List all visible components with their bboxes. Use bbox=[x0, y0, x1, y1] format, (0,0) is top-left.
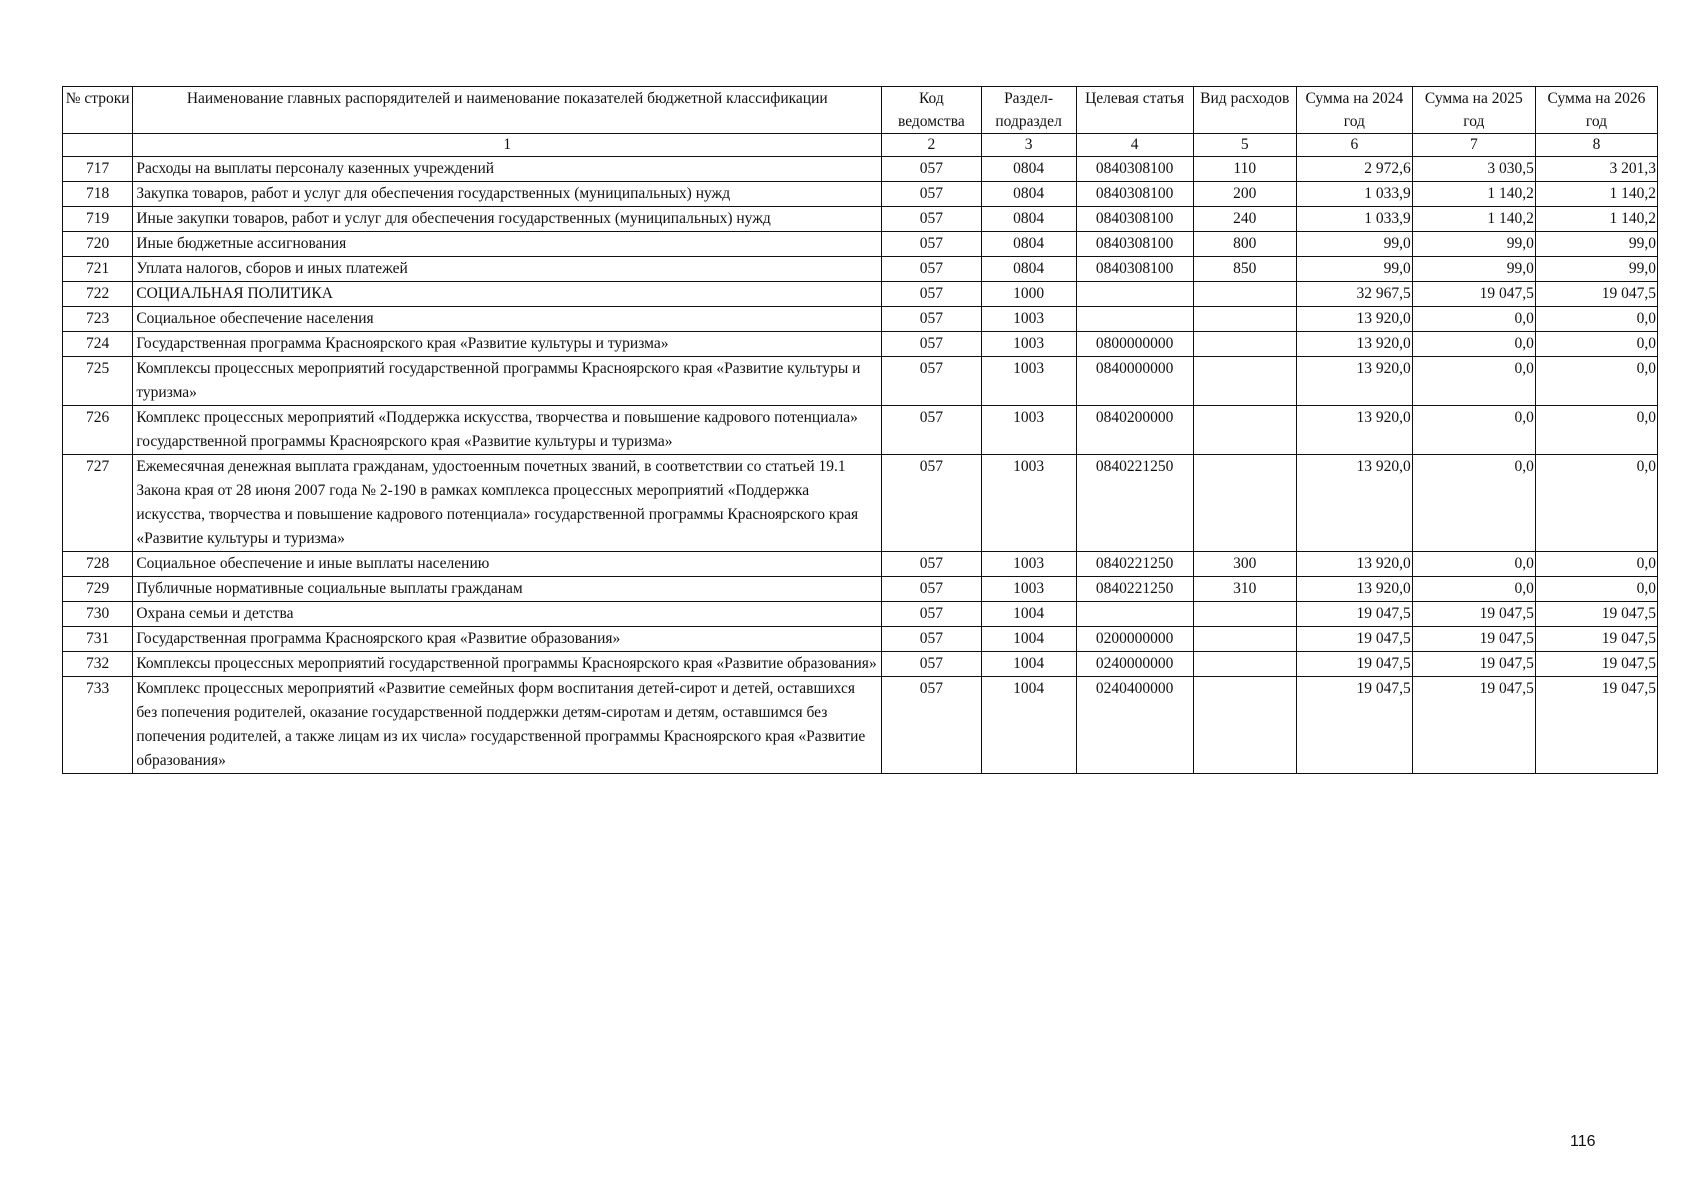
column-number: 3 bbox=[981, 134, 1076, 157]
row-target-article: 0800000000 bbox=[1076, 332, 1193, 357]
row-sum-2024: 13 920,0 bbox=[1296, 577, 1412, 602]
row-sum-2025: 0,0 bbox=[1412, 357, 1535, 406]
row-number: 724 bbox=[63, 332, 133, 357]
row-number: 733 bbox=[63, 677, 133, 774]
row-sum-2024: 1 033,9 bbox=[1296, 207, 1412, 232]
row-department-code: 057 bbox=[882, 157, 981, 182]
row-sum-2025: 1 140,2 bbox=[1412, 207, 1535, 232]
row-sum-2026: 19 047,5 bbox=[1535, 282, 1657, 307]
table-row bbox=[63, 357, 1658, 406]
row-number: 725 bbox=[63, 357, 133, 406]
column-number: 5 bbox=[1193, 134, 1296, 157]
row-target-article bbox=[1076, 602, 1193, 627]
row-department-code: 057 bbox=[882, 282, 981, 307]
row-expense-type bbox=[1193, 455, 1296, 552]
row-department-code: 057 bbox=[882, 406, 981, 455]
header-target-article: Целевая статья bbox=[1076, 87, 1193, 134]
column-numbers-row bbox=[63, 134, 1658, 157]
row-name: Социальное обеспечение населения bbox=[133, 307, 882, 332]
row-sum-2026: 0,0 bbox=[1535, 552, 1657, 577]
row-department-code: 057 bbox=[882, 207, 981, 232]
table-row bbox=[63, 552, 1658, 577]
row-expense-type bbox=[1193, 282, 1296, 307]
row-sum-2024: 13 920,0 bbox=[1296, 552, 1412, 577]
row-target-article bbox=[1076, 307, 1193, 332]
row-expense-type: 800 bbox=[1193, 232, 1296, 257]
row-name: СОЦИАЛЬНАЯ ПОЛИТИКА bbox=[133, 282, 882, 307]
row-sum-2025: 19 047,5 bbox=[1412, 627, 1535, 652]
table-row bbox=[63, 602, 1658, 627]
row-section: 1003 bbox=[981, 552, 1076, 577]
row-expense-type bbox=[1193, 627, 1296, 652]
row-section: 1000 bbox=[981, 282, 1076, 307]
row-number: 721 bbox=[63, 257, 133, 282]
row-sum-2026: 1 140,2 bbox=[1535, 207, 1657, 232]
header-sum-2024: Сумма на 2024 год bbox=[1296, 87, 1412, 134]
row-target-article: 0240400000 bbox=[1076, 677, 1193, 774]
page-number: 116 bbox=[1570, 1133, 1596, 1150]
row-sum-2026: 0,0 bbox=[1535, 357, 1657, 406]
row-number: 727 bbox=[63, 455, 133, 552]
table-row bbox=[63, 207, 1658, 232]
row-section: 1003 bbox=[981, 307, 1076, 332]
row-department-code: 057 bbox=[882, 602, 981, 627]
row-sum-2024: 13 920,0 bbox=[1296, 455, 1412, 552]
row-name: Социальное обеспечение и иные выплаты населению bbox=[133, 552, 882, 577]
row-sum-2025: 0,0 bbox=[1412, 577, 1535, 602]
row-sum-2025: 19 047,5 bbox=[1412, 652, 1535, 677]
row-target-article: 0840000000 bbox=[1076, 357, 1193, 406]
row-target-article: 0840200000 bbox=[1076, 406, 1193, 455]
row-name: Охрана семьи и детства bbox=[133, 602, 882, 627]
row-expense-type bbox=[1193, 332, 1296, 357]
row-target-article: 0240000000 bbox=[1076, 652, 1193, 677]
row-sum-2026: 0,0 bbox=[1535, 577, 1657, 602]
row-number: 717 bbox=[63, 157, 133, 182]
row-sum-2024: 13 920,0 bbox=[1296, 332, 1412, 357]
row-sum-2024: 32 967,5 bbox=[1296, 282, 1412, 307]
row-sum-2024: 99,0 bbox=[1296, 257, 1412, 282]
row-department-code: 057 bbox=[882, 357, 981, 406]
row-department-code: 057 bbox=[882, 677, 981, 774]
header-row-number: № строки bbox=[63, 87, 133, 134]
row-section: 1004 bbox=[981, 677, 1076, 774]
row-number: 719 bbox=[63, 207, 133, 232]
row-target-article: 0840308100 bbox=[1076, 207, 1193, 232]
row-sum-2026: 0,0 bbox=[1535, 455, 1657, 552]
row-department-code: 057 bbox=[882, 652, 981, 677]
row-section: 0804 bbox=[981, 182, 1076, 207]
row-expense-type bbox=[1193, 677, 1296, 774]
row-section: 1003 bbox=[981, 577, 1076, 602]
row-expense-type bbox=[1193, 357, 1296, 406]
row-expense-type bbox=[1193, 307, 1296, 332]
row-target-article: 0840221250 bbox=[1076, 577, 1193, 602]
row-sum-2024: 2 972,6 bbox=[1296, 157, 1412, 182]
row-target-article bbox=[1076, 282, 1193, 307]
row-target-article: 0200000000 bbox=[1076, 627, 1193, 652]
row-sum-2026: 19 047,5 bbox=[1535, 602, 1657, 627]
table-row bbox=[63, 577, 1658, 602]
row-sum-2024: 19 047,5 bbox=[1296, 652, 1412, 677]
row-sum-2024: 99,0 bbox=[1296, 232, 1412, 257]
row-expense-type: 850 bbox=[1193, 257, 1296, 282]
row-target-article: 0840308100 bbox=[1076, 157, 1193, 182]
row-sum-2025: 19 047,5 bbox=[1412, 677, 1535, 774]
column-number: 1 bbox=[133, 134, 882, 157]
row-sum-2024: 19 047,5 bbox=[1296, 627, 1412, 652]
row-sum-2024: 1 033,9 bbox=[1296, 182, 1412, 207]
row-sum-2026: 0,0 bbox=[1535, 332, 1657, 357]
row-sum-2024: 13 920,0 bbox=[1296, 357, 1412, 406]
column-number: 2 bbox=[882, 134, 981, 157]
row-section: 1003 bbox=[981, 357, 1076, 406]
row-number: 722 bbox=[63, 282, 133, 307]
table-row bbox=[63, 257, 1658, 282]
row-sum-2025: 19 047,5 bbox=[1412, 602, 1535, 627]
table-row bbox=[63, 232, 1658, 257]
row-name: Иные бюджетные ассигнования bbox=[133, 232, 882, 257]
row-name: Ежемесячная денежная выплата гражданам, удостоенным почетных званий, в соответствии со статьей 19.1 Закона края от 28 июня 2007 года № 2-190 в рамках комплекса процессных мероприятий «Поддержка искусства, творчества и повышение кадрового потенциала» государственной программы Красноярского края «Развитие культуры и туризма» bbox=[133, 455, 882, 552]
row-sum-2025: 99,0 bbox=[1412, 232, 1535, 257]
table-row bbox=[63, 157, 1658, 182]
column-number: 8 bbox=[1535, 134, 1657, 157]
row-name: Публичные нормативные социальные выплаты гражданам bbox=[133, 577, 882, 602]
row-sum-2025: 0,0 bbox=[1412, 406, 1535, 455]
row-department-code: 057 bbox=[882, 257, 981, 282]
row-name: Иные закупки товаров, работ и услуг для обеспечения государственных (муниципальных) нужд bbox=[133, 207, 882, 232]
row-department-code: 057 bbox=[882, 332, 981, 357]
row-expense-type: 240 bbox=[1193, 207, 1296, 232]
row-section: 0804 bbox=[981, 232, 1076, 257]
table-row bbox=[63, 455, 1658, 552]
row-name: Комплекс процессных мероприятий «Поддержка искусства, творчества и повышение кадрового потенциала» государственной программы Красноярского края «Развитие культуры и туризма» bbox=[133, 406, 882, 455]
row-number: 731 bbox=[63, 627, 133, 652]
row-sum-2025: 99,0 bbox=[1412, 257, 1535, 282]
row-sum-2026: 0,0 bbox=[1535, 406, 1657, 455]
row-number: 729 bbox=[63, 577, 133, 602]
table-header bbox=[63, 87, 1658, 157]
row-department-code: 057 bbox=[882, 307, 981, 332]
row-name: Закупка товаров, работ и услуг для обеспечения государственных (муниципальных) нужд bbox=[133, 182, 882, 207]
table-row bbox=[63, 652, 1658, 677]
row-expense-type: 110 bbox=[1193, 157, 1296, 182]
row-number: 718 bbox=[63, 182, 133, 207]
column-number: 4 bbox=[1076, 134, 1193, 157]
row-number: 726 bbox=[63, 406, 133, 455]
table-row bbox=[63, 332, 1658, 357]
row-sum-2026: 99,0 bbox=[1535, 232, 1657, 257]
row-section: 0804 bbox=[981, 157, 1076, 182]
row-target-article: 0840221250 bbox=[1076, 552, 1193, 577]
header-expense-type: Вид расходов bbox=[1193, 87, 1296, 134]
row-name: Комплексы процессных мероприятий государственной программы Красноярского края «Развитие образования» bbox=[133, 652, 882, 677]
row-department-code: 057 bbox=[882, 455, 981, 552]
table-row bbox=[63, 677, 1658, 774]
budget-table bbox=[62, 86, 1658, 774]
table-body bbox=[63, 157, 1658, 774]
row-name: Государственная программа Красноярского края «Развитие образования» bbox=[133, 627, 882, 652]
table-row bbox=[63, 182, 1658, 207]
row-name: Расходы на выплаты персоналу казенных учреждений bbox=[133, 157, 882, 182]
header-sum-2026: Сумма на 2026 год bbox=[1535, 87, 1657, 134]
row-expense-type bbox=[1193, 602, 1296, 627]
row-department-code: 057 bbox=[882, 552, 981, 577]
row-sum-2026: 3 201,3 bbox=[1535, 157, 1657, 182]
row-expense-type: 310 bbox=[1193, 577, 1296, 602]
row-name: Комплексы процессных мероприятий государственной программы Красноярского края «Развитие культуры и туризма» bbox=[133, 357, 882, 406]
row-sum-2025: 0,0 bbox=[1412, 332, 1535, 357]
row-sum-2025: 0,0 bbox=[1412, 307, 1535, 332]
row-section: 1003 bbox=[981, 455, 1076, 552]
column-number bbox=[63, 134, 133, 157]
row-sum-2026: 19 047,5 bbox=[1535, 677, 1657, 774]
row-sum-2026: 1 140,2 bbox=[1535, 182, 1657, 207]
header-row bbox=[63, 87, 1658, 134]
row-expense-type: 200 bbox=[1193, 182, 1296, 207]
row-name: Государственная программа Красноярского края «Развитие культуры и туризма» bbox=[133, 332, 882, 357]
row-department-code: 057 bbox=[882, 182, 981, 207]
row-name: Комплекс процессных мероприятий «Развитие семейных форм воспитания детей-сирот и детей, оставшихся без попечения родителей, оказание государственной поддержки детям-сиротам и детям, оставшимся без попечения родителей, а также лицам из их числа» государственной программы Красноярского края «Развитие образования» bbox=[133, 677, 882, 774]
row-number: 723 bbox=[63, 307, 133, 332]
row-number: 720 bbox=[63, 232, 133, 257]
row-section: 1003 bbox=[981, 406, 1076, 455]
row-sum-2026: 19 047,5 bbox=[1535, 627, 1657, 652]
row-number: 732 bbox=[63, 652, 133, 677]
row-name: Уплата налогов, сборов и иных платежей bbox=[133, 257, 882, 282]
row-sum-2026: 0,0 bbox=[1535, 307, 1657, 332]
header-section: Раздел-подраздел bbox=[981, 87, 1076, 134]
row-department-code: 057 bbox=[882, 577, 981, 602]
header-name: Наименование главных распорядителей и наименование показателей бюджетной классификации bbox=[133, 87, 882, 134]
row-number: 728 bbox=[63, 552, 133, 577]
row-sum-2024: 19 047,5 bbox=[1296, 602, 1412, 627]
row-sum-2025: 3 030,5 bbox=[1412, 157, 1535, 182]
row-target-article: 0840308100 bbox=[1076, 232, 1193, 257]
row-section: 1004 bbox=[981, 652, 1076, 677]
row-number: 730 bbox=[63, 602, 133, 627]
row-department-code: 057 bbox=[882, 627, 981, 652]
row-sum-2024: 19 047,5 bbox=[1296, 677, 1412, 774]
row-expense-type bbox=[1193, 652, 1296, 677]
row-expense-type bbox=[1193, 406, 1296, 455]
row-sum-2025: 19 047,5 bbox=[1412, 282, 1535, 307]
row-department-code: 057 bbox=[882, 232, 981, 257]
row-sum-2025: 1 140,2 bbox=[1412, 182, 1535, 207]
row-sum-2024: 13 920,0 bbox=[1296, 406, 1412, 455]
table-row bbox=[63, 307, 1658, 332]
row-section: 0804 bbox=[981, 207, 1076, 232]
row-sum-2025: 0,0 bbox=[1412, 455, 1535, 552]
row-section: 1003 bbox=[981, 332, 1076, 357]
header-department-code: Код ведомства bbox=[882, 87, 981, 134]
row-section: 1004 bbox=[981, 602, 1076, 627]
row-expense-type: 300 bbox=[1193, 552, 1296, 577]
row-target-article: 0840308100 bbox=[1076, 257, 1193, 282]
row-sum-2026: 99,0 bbox=[1535, 257, 1657, 282]
row-target-article: 0840221250 bbox=[1076, 455, 1193, 552]
row-sum-2026: 19 047,5 bbox=[1535, 652, 1657, 677]
table-row bbox=[63, 282, 1658, 307]
row-sum-2025: 0,0 bbox=[1412, 552, 1535, 577]
column-number: 6 bbox=[1296, 134, 1412, 157]
column-number: 7 bbox=[1412, 134, 1535, 157]
row-sum-2024: 13 920,0 bbox=[1296, 307, 1412, 332]
row-target-article: 0840308100 bbox=[1076, 182, 1193, 207]
row-section: 1004 bbox=[981, 627, 1076, 652]
header-sum-2025: Сумма на 2025 год bbox=[1412, 87, 1535, 134]
table-row bbox=[63, 627, 1658, 652]
row-section: 0804 bbox=[981, 257, 1076, 282]
table-row bbox=[63, 406, 1658, 455]
